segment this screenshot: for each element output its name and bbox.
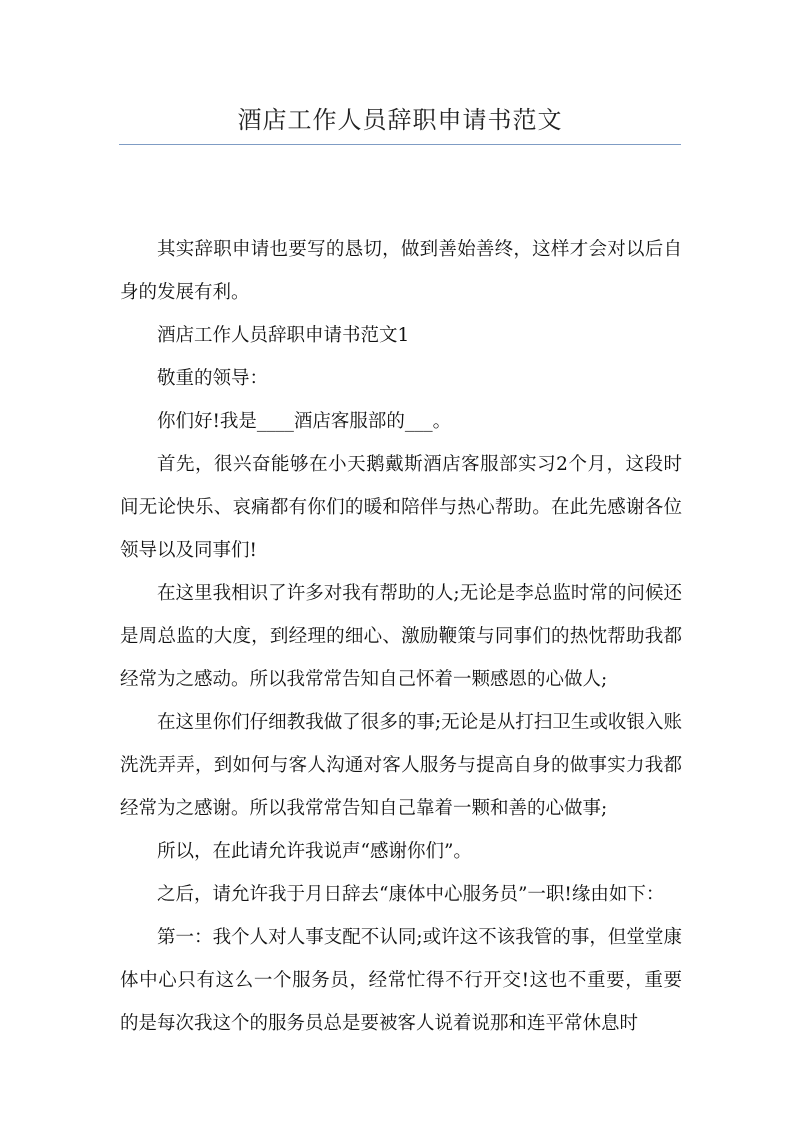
page-title: 酒店工作人员辞职申请书范文 <box>237 106 563 134</box>
paragraph: 在这里我相识了许多对我有帮助的人;无论是李总监时常的问候还是周总监的大度，到经理的细心、激励鞭策与同事们的热忱帮助我都经常为之感动。所以我常常告知自己怀着一颗感恩的心做人; <box>120 583 682 690</box>
paragraph: 所以，在此请允许我说声“感谢你们”。 <box>157 841 472 862</box>
paragraph-intro: 其实辞职申请也要写的恳切，做到善始善终，这样才会对以后自身的发展有利。 <box>120 239 682 303</box>
paragraph: 之后，请允许我于月日辞去“康体中心服务员”一职!缘由如下： <box>157 884 665 905</box>
title-divider <box>119 144 681 145</box>
paragraph: 第一：我个人对人事支配不认同;或许这不该我管的事，但堂堂康体中心只有这么一个服务员，经常忙得不行开交!这也不重要，重要的是每次我这个的服务员总是要被客人说着说那和连平常休息时 <box>120 927 682 1034</box>
paragraph-salutation: 敬重的领导： <box>157 368 269 389</box>
paragraph-greeting: 你们好!我是____酒店客服部的___。 <box>157 411 452 432</box>
document-body <box>120 228 682 1045</box>
paragraph: 首先，很兴奋能够在小天鹅戴斯酒店客服部实习2个月，这段时间无论快乐、哀痛都有你们的暖和陪伴与热心帮助。在此先感谢各位领导以及同事们! <box>120 454 682 561</box>
paragraph: 在这里你们仔细教我做了很多的事;无论是从打扫卫生或收银入账洗洗弄弄，到如何与客人沟通对客人服务与提高自身的做事实力我都经常为之感谢。所以我常常告知自己靠着一颗和善的心做事; <box>120 712 682 819</box>
paragraph-heading: 酒店工作人员辞职申请书范文1 <box>157 325 410 346</box>
